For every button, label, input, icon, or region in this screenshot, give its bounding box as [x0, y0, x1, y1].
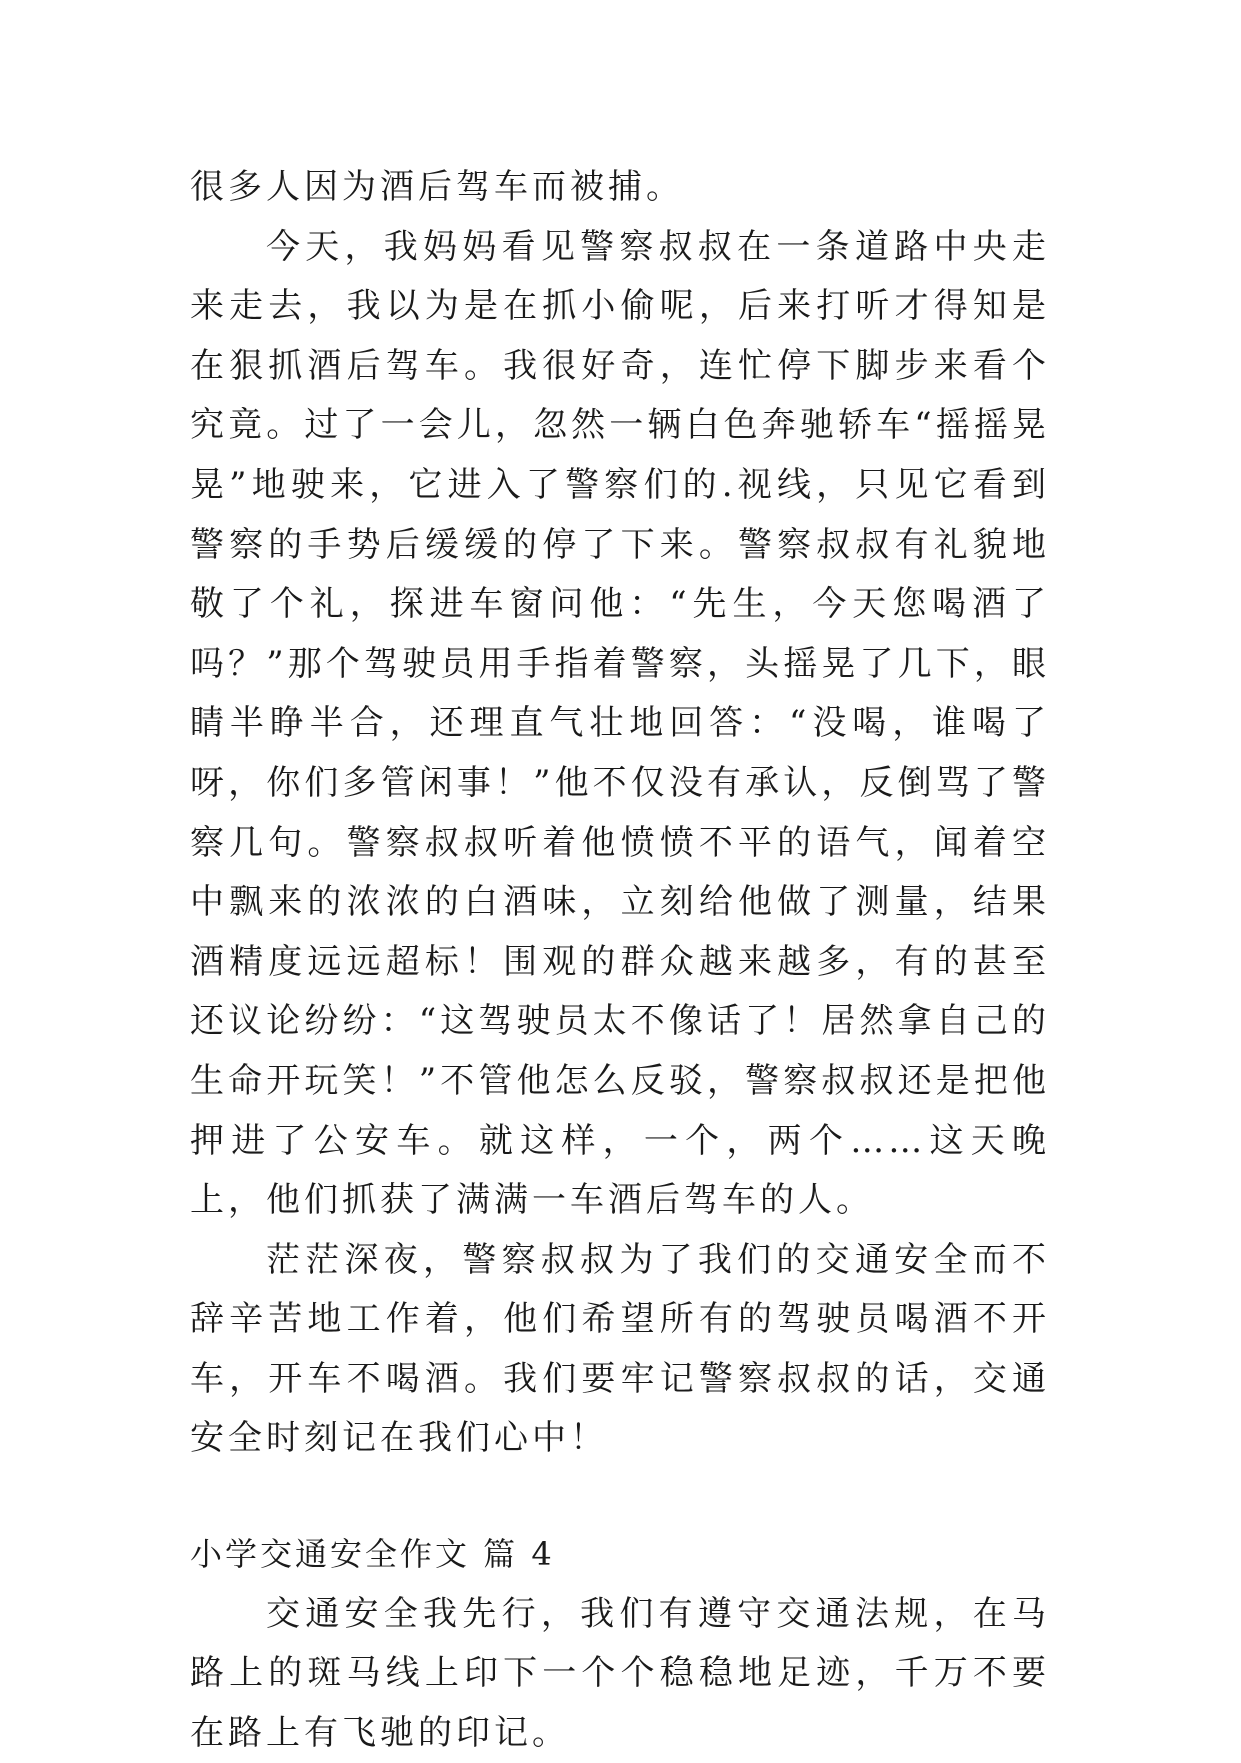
paragraph-police-story: 今天，我妈妈看见警察叔叔在一条道路中央走来走去，我以为是在抓小偷呢，后来打听才得知是在狠抓酒后驾车。我很好奇，连忙停下脚步来看个究竟。过了一会儿，忽然一辆白色奔驰轿车“摇摇晃晃”地驶来，它进入了警察们的.视线，只见它看到警察的手势后缓缓的停了下来。警察叔叔有礼貌地敬了个礼，探进车窗问他：“先生，今天您喝酒了吗？”那个驾驶员用手指着警察，头摇晃了几下，眼睛半睁半合，还理直气壮地回答：“没喝，谁喝了呀，你们多管闲事！”他不仅没有承认，反倒骂了警察几句。警察叔叔听着他愤愤不平的语气，闻着空中飘来的浓浓的白酒味，立刻给他做了测量，结果酒精度远远超标！围观的群众越来越多，有的甚至还议论纷纷：“这驾驶员太不像话了！居然拿自己的生命开玩笑！”不管他怎么反驳，警察叔叔还是把他押进了公安车。就这样，一个，两个……这天晚上，他们抓获了满满一车酒后驾车的人。 — [190, 226, 1050, 1221]
paragraph-conclusion: 茫茫深夜，警察叔叔为了我们的交通安全而不辞辛苦地工作着，他们希望所有的驾驶员喝酒不开车，开车不喝酒。我们要牢记警察叔叔的话，交通安全时刻记在我们心中！ — [190, 1239, 1050, 1459]
paragraph-essay-4: 交通安全我先行，我们有遵守交通法规，在马路上的斑马线上印下一个个稳稳地足迹，千万不要在路上有飞驰的印记。 — [190, 1593, 1050, 1753]
section-heading: 小学交通安全作文 篇 4 — [190, 1535, 555, 1574]
paragraph-continuation: 很多人因为酒后驾车而被捕。 — [190, 167, 684, 207]
document-body — [190, 158, 1050, 1763]
